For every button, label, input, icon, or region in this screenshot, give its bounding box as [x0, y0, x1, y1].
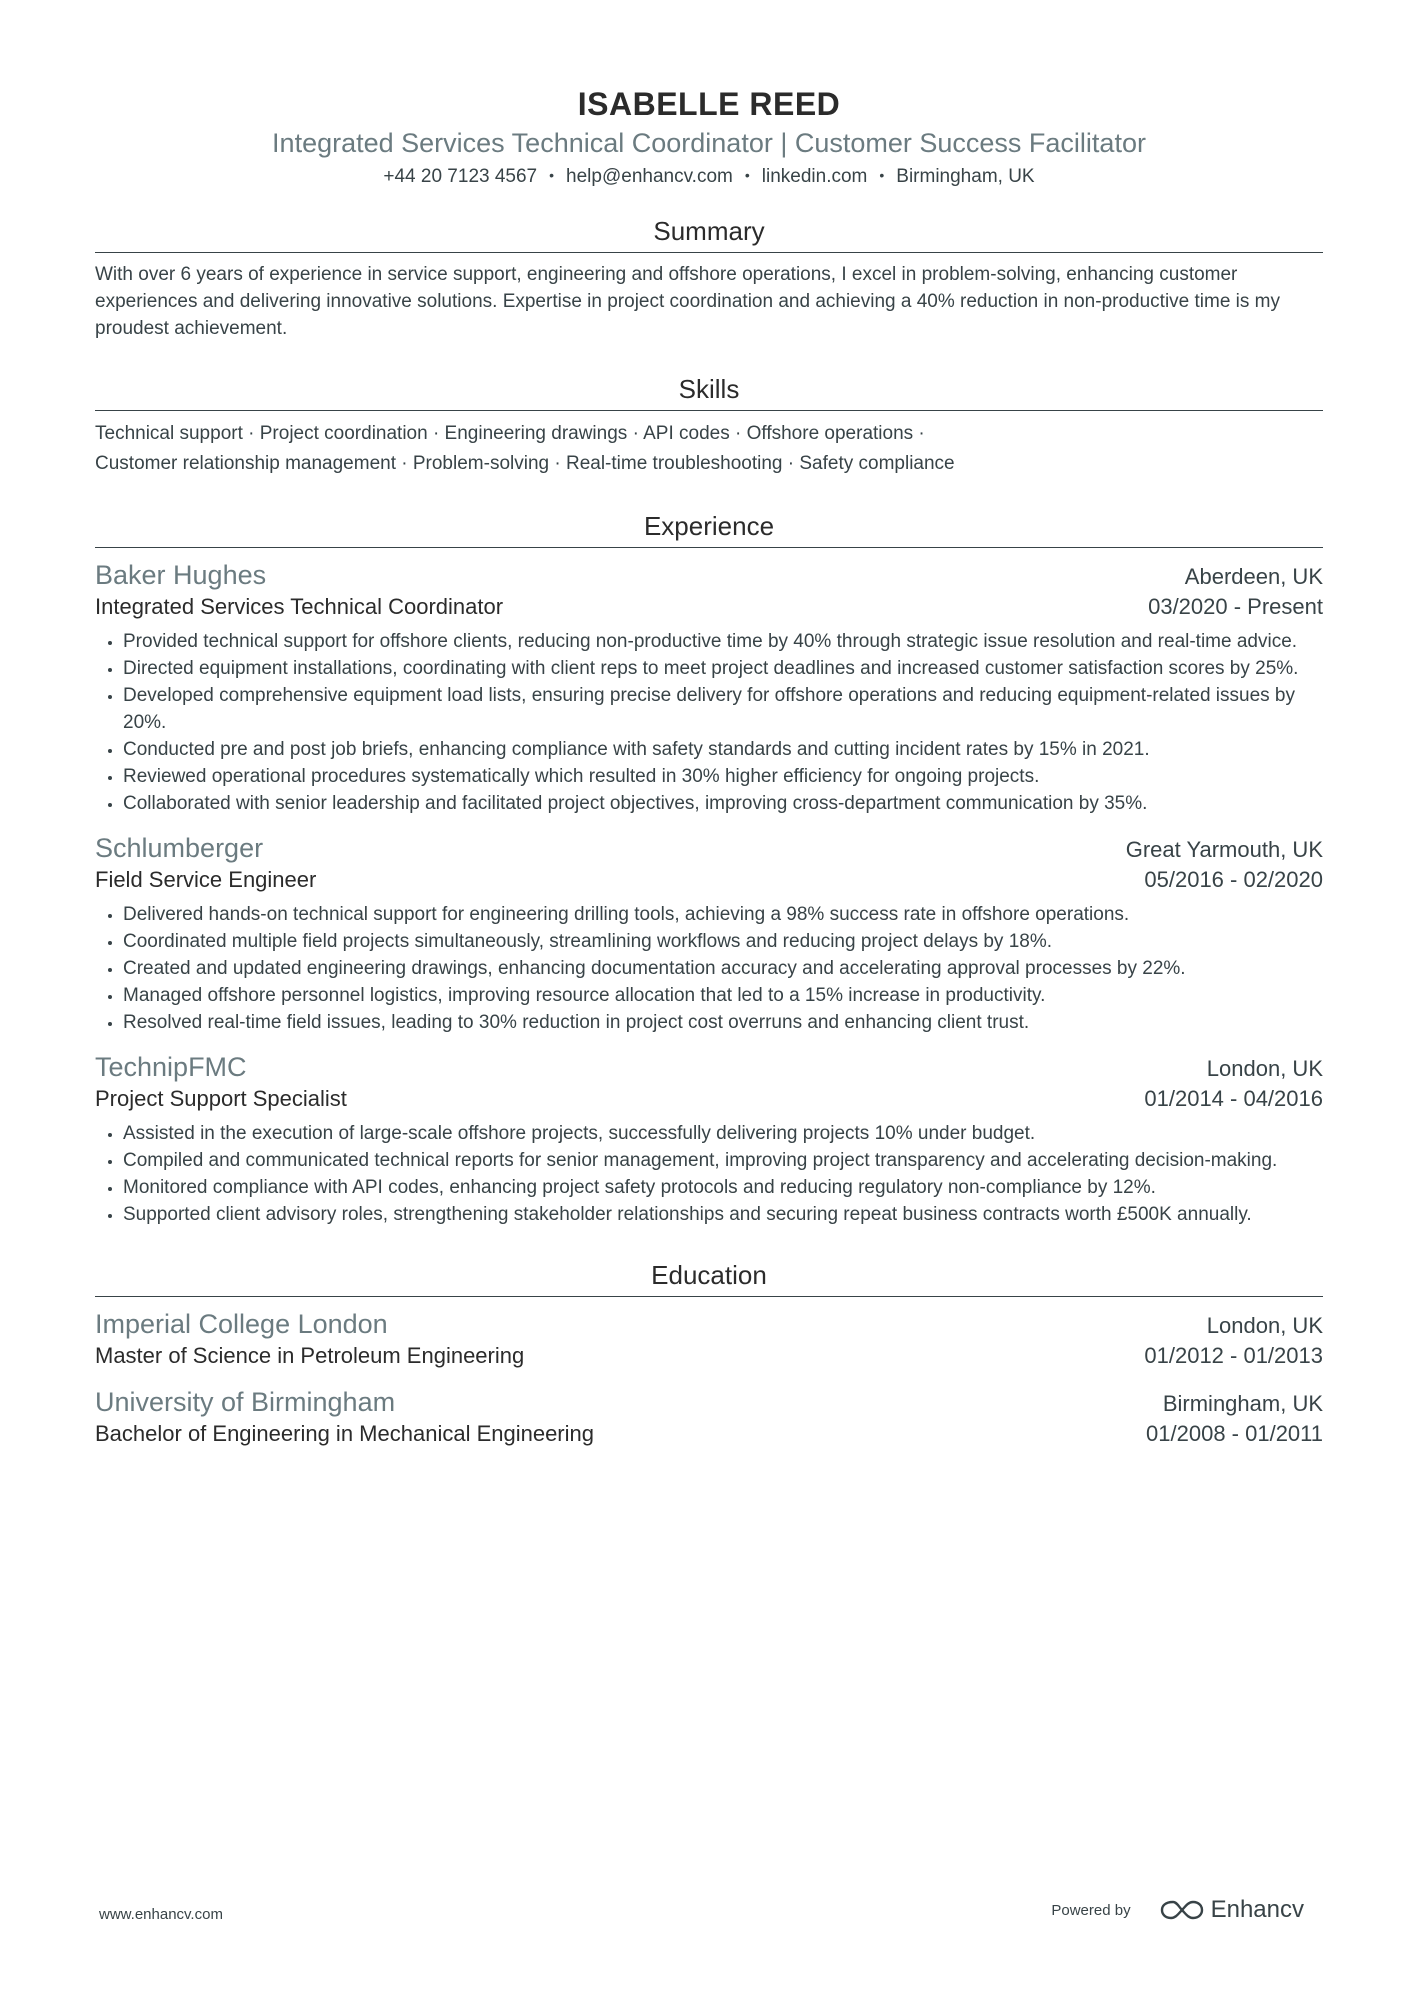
bullet-item: • Supported client advisory roles, strengthening stakeholder relationships and securing repeat business contracts worth £500K annually. — [123, 1201, 1323, 1228]
bullet-item: • Collaborated with senior leadership and facilitated project objectives, improving cross-department communication by 35%. — [123, 790, 1323, 817]
section-title-summary: Summary — [95, 214, 1323, 253]
school-name: University of Birmingham — [95, 1387, 396, 1417]
section-title-education: Education — [95, 1258, 1323, 1297]
job-dates: 05/2016 - 02/2020 — [1144, 867, 1323, 892]
powered-by-label: Powered by — [1051, 1901, 1131, 1919]
job-location: Aberdeen, UK — [1184, 564, 1323, 589]
bullet-item: • Coordinated multiple field projects simultaneously, streamlining workflows and reducing project delays by 18%. — [123, 928, 1323, 955]
education-section — [95, 1258, 1323, 1449]
job-title: Project Support Specialist — [95, 1086, 347, 1111]
bullet-item: • Developed comprehensive equipment load lists, ensuring precise delivery for offshore operations and reducing equipment-related issues by 20%. — [123, 682, 1323, 736]
bullet-item: • Resolved real-time field issues, leading to 30% reduction in project cost overruns and enhancing client trust. — [123, 1009, 1323, 1036]
skills-list — [95, 419, 1323, 479]
candidate-name: ISABELLE REED — [577, 86, 841, 122]
experience-section — [95, 509, 1323, 1228]
location: Birmingham, UK — [896, 166, 1035, 187]
bullet-item: • Reviewed operational procedures systematically which resulted in 30% higher efficiency for ongoing projects. — [123, 763, 1323, 790]
degree: Bachelor of Engineering in Mechanical Engineering — [95, 1421, 594, 1446]
linkedin[interactable]: linkedin.com — [761, 166, 868, 187]
job-dates: 03/2020 - Present — [1148, 594, 1323, 619]
experience-entry — [95, 558, 1323, 817]
footer-website[interactable]: www.enhancv.com — [99, 1906, 223, 1923]
resume-page — [95, 0, 1323, 1449]
education-dates: 01/2012 - 01/2013 — [1144, 1343, 1323, 1368]
summary-section — [95, 214, 1323, 342]
bullet-item: • Managed offshore personnel logistics, improving resource allocation that led to a 15% increase in productivity. — [123, 982, 1323, 1009]
education-dates: 01/2008 - 01/2011 — [1146, 1421, 1323, 1446]
separator-dot: • — [549, 167, 555, 183]
footer-branding — [1051, 1896, 1304, 1924]
summary-text: With over 6 years of experience in service support, engineering and offshore operations, I excel in problem-solving, enhancing customer experiences and delivering innovative solutions. Expertise in project coordination and achieving a 40% reduction in non-productive time is my proudest achievement. — [95, 264, 1281, 339]
phone[interactable]: +44 20 7123 4567 — [383, 166, 538, 187]
bullet-item: • Created and updated engineering drawings, enhancing documentation accuracy and accelerating approval processes by 22%. — [123, 955, 1323, 982]
degree: Master of Science in Petroleum Engineering — [95, 1343, 525, 1368]
section-title-skills: Skills — [95, 372, 1323, 411]
separator-dot: • — [744, 167, 750, 183]
experience-entry — [95, 1050, 1323, 1228]
bullet-item: • Directed equipment installations, coordinating with client reps to meet project deadlines and increased customer satisfaction scores by 25%. — [123, 655, 1323, 682]
email[interactable]: help@enhancv.com — [566, 166, 733, 187]
job-location: London, UK — [1206, 1056, 1323, 1081]
job-bullets — [95, 1120, 1323, 1228]
skills-section — [95, 372, 1323, 479]
job-title: Integrated Services Technical Coordinator — [95, 594, 504, 619]
company-name: Schlumberger — [95, 833, 264, 863]
bullet-item: • Compiled and communicated technical reports for senior management, improving project transparency and accelerating decision-making. — [123, 1147, 1323, 1174]
company-name: Baker Hughes — [95, 560, 267, 590]
experience-entry — [95, 831, 1323, 1036]
section-title-experience: Experience — [95, 509, 1323, 548]
bullet-item: • Assisted in the execution of large-scale offshore projects, successfully delivering projects 10% under budget. — [123, 1120, 1323, 1147]
enhancv-logo-icon — [1159, 1898, 1205, 1922]
school-location: Birmingham, UK — [1162, 1391, 1323, 1416]
school-location: London, UK — [1206, 1313, 1323, 1338]
education-entry — [95, 1307, 1323, 1371]
job-dates: 01/2014 - 04/2016 — [1144, 1086, 1323, 1111]
bullet-item: • Delivered hands-on technical support for engineering drilling tools, achieving a 98% success rate in offshore operations. — [123, 901, 1323, 928]
skills-line: Customer relationship management · Problem-solving · Real-time troubleshooting · Safety compliance — [95, 453, 955, 474]
company-name: TechnipFMC — [95, 1052, 247, 1082]
school-name: Imperial College London — [95, 1309, 388, 1339]
job-location: Great Yarmouth, UK — [1125, 837, 1323, 862]
separator-dot: • — [879, 167, 885, 183]
candidate-title: Integrated Services Technical Coordinator | Customer Success Facilitator — [272, 128, 1146, 158]
skills-line: Technical support · Project coordination · Engineering drawings · API codes · Offshore operations · — [95, 423, 925, 444]
job-title: Field Service Engineer — [95, 867, 317, 892]
bullet-item: • Monitored compliance with API codes, enhancing project safety protocols and reducing regulatory non-compliance by 12%. — [123, 1174, 1323, 1201]
brand-name: Enhancv — [1210, 1896, 1304, 1923]
brand-logo[interactable] — [1159, 1896, 1304, 1924]
bullet-item: • Conducted pre and post job briefs, enhancing compliance with safety standards and cutting incident rates by 15% in 2021. — [123, 736, 1323, 763]
education-entry — [95, 1385, 1323, 1449]
job-bullets — [95, 628, 1323, 817]
bullet-item: • Provided technical support for offshore clients, reducing non-productive time by 40% through strategic issue resolution and real-time advice. — [123, 628, 1323, 655]
resume-header — [95, 84, 1323, 190]
job-bullets — [95, 901, 1323, 1036]
contact-line — [95, 162, 1323, 190]
